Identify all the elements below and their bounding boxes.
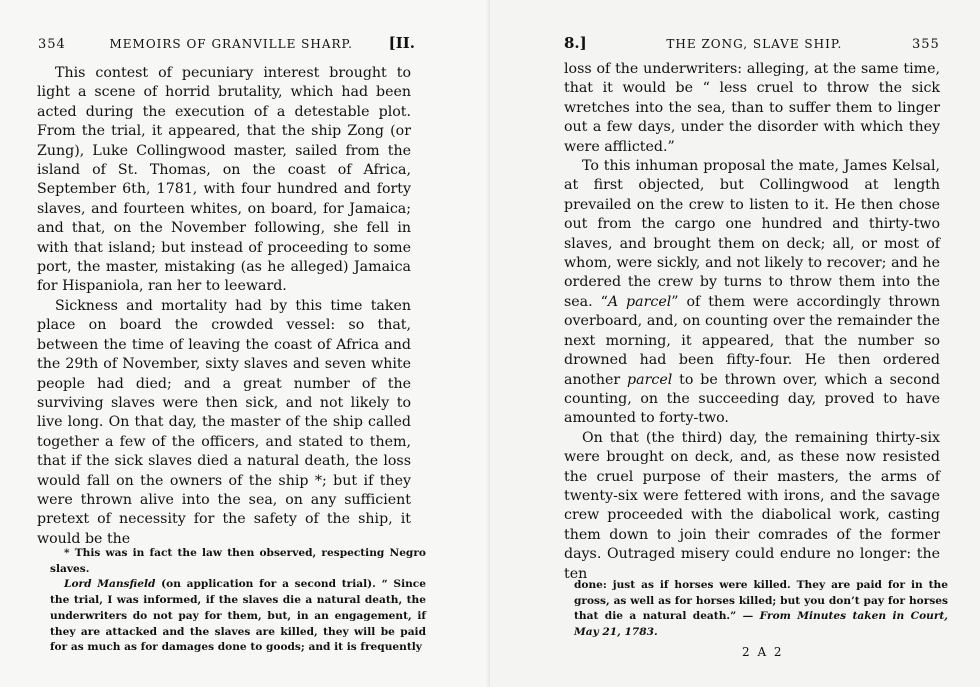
left-footnote-line-1: * This was in fact the law then observed, respecting Negro slaves. bbox=[50, 547, 426, 575]
right-paragraph-2-part-1: To this inhuman proposal the mate, James Kelsal, at first objected, but Collingwood at length prevailed on the crew to listen to it. He then chose out from the cargo one hundred and thirty-two slaves, and brought them on deck; all, or most of whom, were sickly, and not likely to recover; and he ordered the crew by turns to throw them into the sea. “ bbox=[564, 158, 940, 310]
right-page bbox=[490, 0, 980, 687]
left-header-title: MEMOIRS OF GRANVILLE SHARP. bbox=[109, 37, 353, 51]
right-paragraph-2-italic-2: parcel bbox=[627, 371, 673, 388]
right-section-mark: 8.] bbox=[564, 34, 587, 52]
left-body bbox=[37, 64, 411, 549]
left-running-head bbox=[38, 34, 418, 52]
right-footnote bbox=[574, 578, 948, 641]
right-footnote-body: done: just as if horses were killed. They are paid for in the gross, as well as for horses killed; but you don’t pay for horses that die a natural death.” — bbox=[574, 579, 948, 623]
right-paragraph-3: On that (the third) day, the remaining thirty-six were brought on deck, and, as these now resisted the cruel purpose of their masters, the arms of twenty-six were fettered with irons, and the savage crew proceeded with the diabolical work, casting them down to join their comrades of the former days. Outraged misery could endure no longer: the ten bbox=[564, 429, 940, 582]
left-footnote bbox=[50, 546, 426, 656]
right-paragraph-2 bbox=[564, 157, 940, 429]
left-section-mark: [II. bbox=[388, 34, 416, 52]
left-paragraph-1: This contest of pecuniary interest brought to light a scene of horrid brutality, which had been acted during the execution of a detestable plot. From the trial, it appeared, that the ship Zong (or Zung), Luke Collingwood master, sailed from the island of St. Thomas, on the coast of Africa, September 6th, 1781, with four hundred and forty slaves, and fourteen whites, on board, for Jamaica; and that, on the November following, she fell in with that island; but instead of proceeding to some port, the master, mistaking (as he alleged) Jamaica for Hispaniola, ran her to leeward. bbox=[37, 65, 411, 295]
signature-mark: 2 A 2 bbox=[742, 645, 784, 659]
right-body bbox=[564, 60, 940, 584]
right-page-number: 355 bbox=[911, 37, 940, 52]
right-footnote-source: From Minutes taken in Court, May 21, 1783. bbox=[574, 610, 948, 639]
right-running-head bbox=[564, 34, 964, 52]
right-paragraph-1: loss of the underwriters: alleging, at the same time, that it would be “ less cruel to throw the sick wretches into the sea, than to suffer them to linger out a few days, under the disorder with which they were afflicted.” bbox=[564, 61, 940, 155]
right-header-title: THE ZONG, SLAVE SHIP. bbox=[666, 37, 843, 51]
left-paragraph-2: Sickness and mortality had by this time taken place on board the crowded vessel: so that, between the time of leaving the coast of Africa and the 29th of November, sixty slaves and seven white people had died; and a great number of the surviving slaves were then sick, and not likely to live long. On that day, the master of the ship called together a few of the officers, and stated to them, that if the sick slaves died a natural death, the loss would fall on the owners of the ship *; but if they were thrown alive into the sea, on any sufficient pretext of necessity for the safety of the ship, it would be the bbox=[37, 297, 411, 547]
right-paragraph-2-part-3: to be thrown over, which a second counting, on the succeeding day, proved to have amounted to forty-two. bbox=[564, 371, 940, 427]
left-footnote-line-2 bbox=[50, 577, 426, 656]
left-footnote-text: (on application for a second trial). “ Since the trial, I was informed, if the slaves die a natural death, the underwriters do not pay for them, but, in an engagement, if they are attacked and the slaves are killed, they will be paid for as much as for damages done to goods; and it is frequently bbox=[50, 578, 426, 654]
right-footnote-text bbox=[574, 578, 948, 641]
right-paragraph-2-part-2: ” of them were accordingly thrown overboard, and, on counting over the remainder the next morning, it appeared, that the number so drowned had been fifty-four. He then ordered another bbox=[564, 293, 940, 388]
right-paragraph-2-italic-1: A parcel bbox=[607, 293, 672, 310]
left-page-number: 354 bbox=[38, 37, 66, 52]
footnote-author: Lord Mansfield bbox=[64, 578, 156, 591]
